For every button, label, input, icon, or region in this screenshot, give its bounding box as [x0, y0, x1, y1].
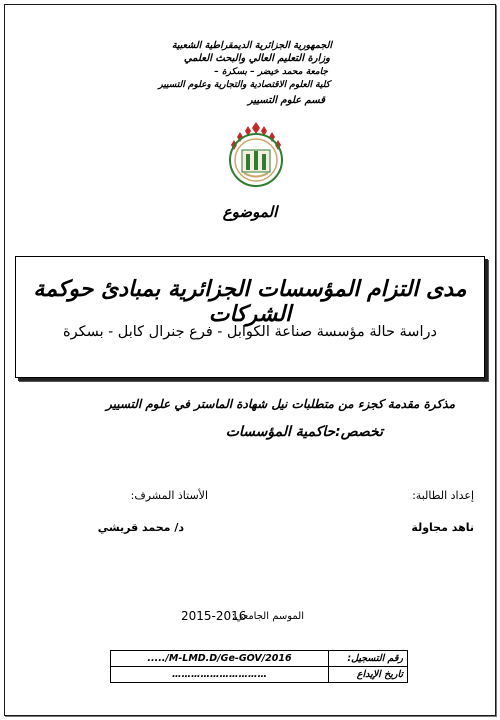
academic-year-label: الموسم الجامعي: [231, 611, 304, 622]
deposit-row [111, 667, 408, 683]
header-department: قسم علوم التسيير [247, 95, 325, 106]
prepared-by-label: إعداد الطالبة: [412, 489, 474, 502]
reg-number-label: رقم التسجيل: [329, 651, 408, 667]
student-name: ناهد مجاولة [411, 521, 474, 534]
deposit-date-label: تاريخ الإيداع [329, 667, 408, 683]
title-box [15, 256, 485, 378]
academic-year: 2015-2016 [181, 609, 247, 623]
university-emblem-icon [226, 118, 286, 192]
thesis-title: مدى التزام المؤسسات الجزائرية بمبادئ حوكمة الشركات [33, 277, 467, 327]
deposit-date-value: ………………………… [111, 667, 329, 683]
specialization: تخصص:حاكمية المؤسسات [225, 424, 383, 440]
supervisor-name: د/ محمد قريشي [97, 521, 184, 534]
registration-row [111, 651, 408, 667]
supervisor-label: الأستاذ المشرف: [130, 489, 208, 502]
header-faculty: كلية العلوم الاقتصادية والتجارية وعلوم التسيير [158, 80, 330, 90]
header-ministry: وزارة التعليم العالي والبحث العلمي [183, 53, 330, 64]
case-study-subtitle: دراسة حالة مؤسسة صناعة الكوابل - فرع جنرال كابل - بسكرة [63, 324, 437, 340]
header-university: جامعة محمد خيضر – بسكرة – [214, 67, 328, 77]
reg-number-value: ...../M-LMD.D/Ge-GOV/2016 [111, 651, 329, 667]
memo-statement: مذكرة مقدمة كجزء من متطلبات نيل شهادة الماستر في علوم التسيير [106, 397, 455, 411]
subject-label: الموضوع [222, 203, 278, 221]
registration-table [110, 650, 408, 683]
header-republic: الجمهورية الجزائرية الديمقراطية الشعبية [171, 40, 332, 51]
